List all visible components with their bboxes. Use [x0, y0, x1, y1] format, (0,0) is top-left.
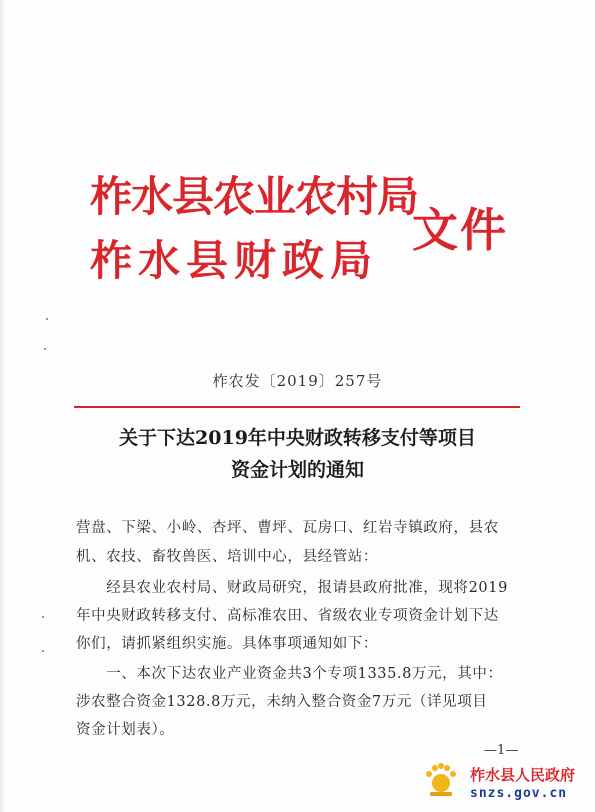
government-watermark — [418, 752, 595, 812]
watermark-site-name: 柞水县人民政府 — [470, 766, 576, 784]
page-number: —1— — [484, 743, 519, 758]
body-line: 年中央财政转移支付、高标准农田、省级农业专项资金计划下达 — [76, 608, 499, 624]
notice-title-line2: 资金计划的通知 — [230, 459, 364, 481]
issuing-org-agriculture: 柞水县农业农村局 — [90, 172, 419, 221]
body-line: 经县农业农村局、财政局研究，报请县政府批准，现将2019 — [76, 580, 508, 596]
scan-speck — [42, 616, 44, 618]
scan-speck — [46, 318, 48, 320]
scan-edge-shadow — [0, 0, 6, 812]
body-line: 你们，请抓紧组织实施。具体事项通知如下： — [76, 636, 378, 652]
government-emblem-icon — [422, 762, 460, 798]
body-line: 营盘、下梁、小岭、杏坪、曹坪、瓦房口、红岩寺镇政府，县农 — [76, 520, 499, 536]
red-divider-line — [74, 406, 520, 408]
body-line: 机、农技、畜牧兽医、培训中心，县经管站： — [76, 549, 378, 565]
notice-title-line1: 关于下达2019年中央财政转移支付等项目 — [119, 427, 476, 449]
issuing-org-finance: 柞水县财政局 — [90, 236, 379, 285]
scan-speck — [42, 650, 44, 652]
body-line: 一、本次下达农业产业资金共3个专项1335.8万元，其中： — [76, 666, 503, 682]
scan-speck — [44, 348, 46, 350]
body-line: 涉农整合资金1328.8万元，未纳入整合资金7万元（详见项目 — [76, 694, 488, 710]
watermark-site-url: snzs.gov.cn — [470, 786, 568, 801]
document-number: 柞农发〔2019〕257号 — [212, 372, 383, 390]
body-line: 资金计划表）。 — [76, 722, 175, 738]
document-type-label: 文件 — [412, 203, 508, 257]
